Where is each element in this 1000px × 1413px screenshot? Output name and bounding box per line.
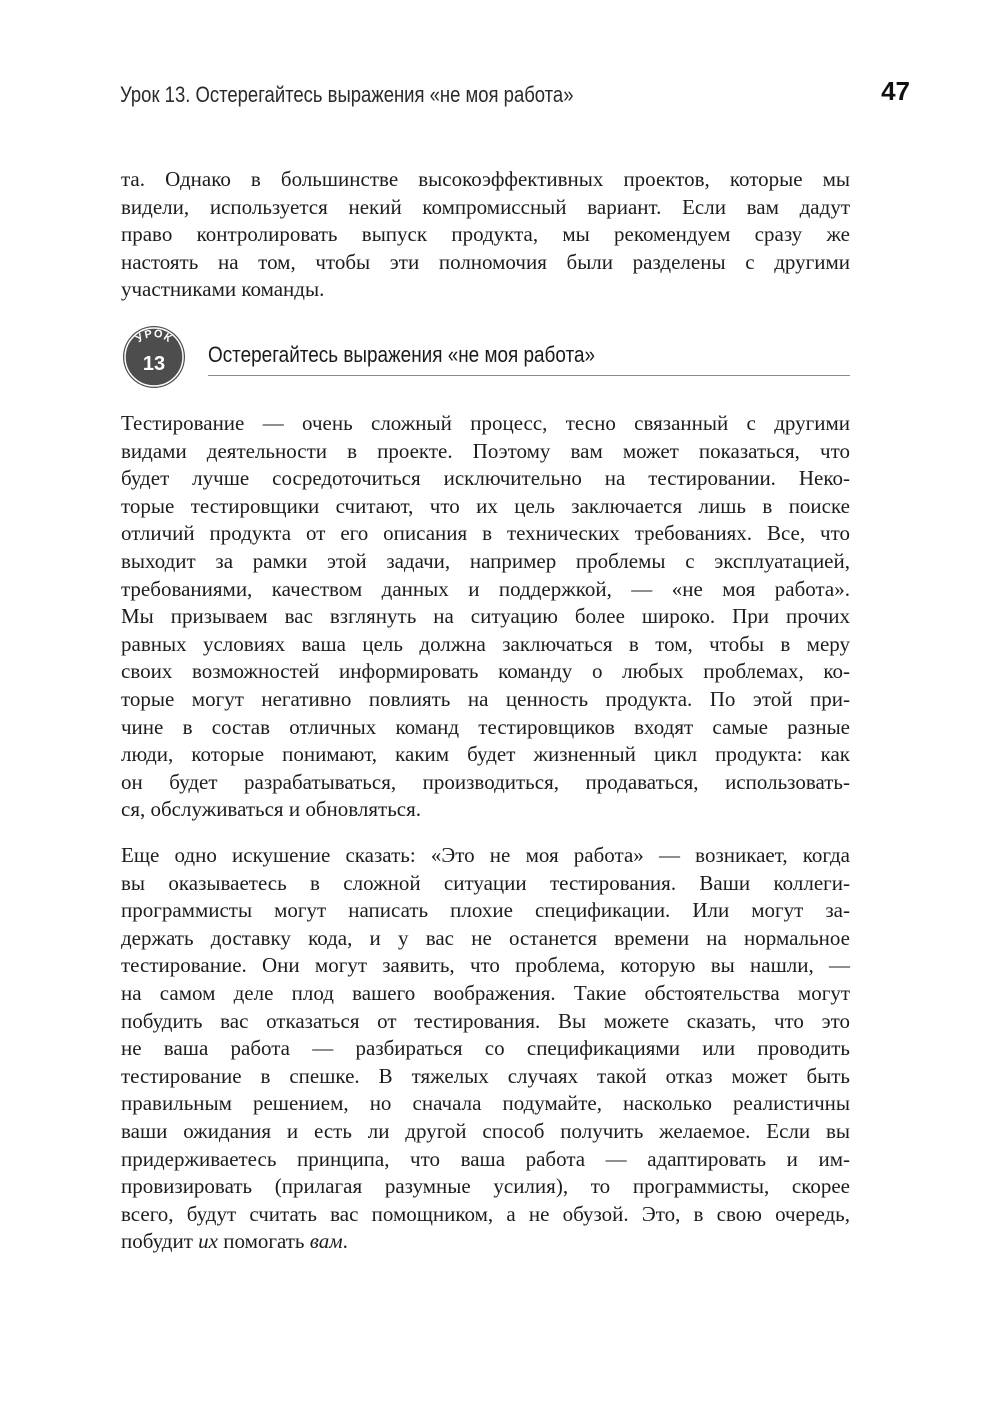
text-line: провизировать (прилагая разумные усилия), то программисты, скорее	[121, 1174, 850, 1199]
text-line: ваши ожидания и есть ли другой способ получить желаемое. Если вы	[121, 1118, 850, 1143]
emphasis-text: вам	[309, 1229, 343, 1254]
text-line: побудить вас отказаться от тестирования. Вы можете сказать, что это	[121, 1008, 850, 1033]
text-line: видами деятельности в проекте. Поэтому вам может показаться, что	[121, 438, 850, 463]
text-line: участниками команды.	[121, 277, 325, 302]
text-line: отличий продукта от его описания в технических требованиях. Все, что	[121, 521, 850, 546]
text-line: он будет разрабатываться, производиться, продаваться, использовать-	[121, 769, 850, 794]
badge-word: УРОК	[133, 327, 175, 346]
text-line: ся, обслуживаться и обновляться.	[121, 797, 422, 822]
lesson-badge-icon	[120, 323, 188, 391]
text-line: Тестирование — очень сложный процесс, тесно связанный с другими	[121, 411, 850, 435]
text-fragment: побудит	[121, 1229, 199, 1254]
text-line: торые тестировщики считают, что их цель заключается лишь в поиске	[121, 493, 850, 518]
lesson-heading	[120, 323, 850, 391]
text-line: будет лучше сосредоточиться исключительно на тестировании. Неко-	[121, 466, 850, 491]
text-line: настоять на том, чтобы эти полномочия были разделены с другими	[121, 249, 850, 274]
text-line: Мы призываем вас взглянуть на ситуацию более широко. При прочих	[121, 604, 850, 629]
text-line: программисты могут написать плохие спецификации. Или могут за-	[121, 898, 850, 923]
page-number: 47	[881, 76, 910, 106]
text-line: тестирование. Они могут заявить, что проблема, которую вы нашли, —	[121, 953, 850, 978]
badge-number: 13	[142, 353, 166, 375]
paragraph-1	[121, 410, 850, 824]
text-line: тестирование в спешке. В тяжелых случаях такой отказ может быть	[121, 1063, 850, 1088]
text-line: равных условиях ваша цель должна заключаться в том, чтобы в меру	[121, 631, 850, 656]
heading-rule	[208, 375, 850, 376]
text-line: вы оказываетесь в сложной ситуации тестирования. Ваши коллеги-	[121, 870, 850, 895]
paragraph-continued	[121, 166, 850, 304]
text-line: торые могут негативно повлиять на ценность продукта. По этой при-	[121, 686, 850, 711]
text-line: право контролировать выпуск продукта, мы рекомендуем сразу же	[121, 222, 850, 247]
lesson-title: Остерегайтесь выражения «не моя работа»	[208, 342, 595, 367]
text-line: требованиями, качеством данных и поддержкой, — «не моя работа».	[121, 576, 850, 601]
text-line: всего, будут считать вас помощником, а не обузой. Это, в свою очередь,	[121, 1201, 850, 1226]
text-line: держать доставку кода, и у вас не останется времени на нормальное	[121, 925, 850, 950]
text-fragment: помогать	[217, 1229, 310, 1254]
emphasis-text: их	[198, 1229, 218, 1254]
text-line: придерживаетесь принципа, что ваша работа — адаптировать и им-	[121, 1146, 850, 1171]
text-line: своих возможностей информировать команду о любых проблемах, ко-	[121, 659, 850, 684]
running-title: Урок 13. Остерегайтесь выражения «не моя работа»	[120, 82, 574, 107]
paragraph-2	[121, 842, 850, 1256]
text-line: не ваша работа — разбираться со спецификациями или проводить	[121, 1036, 850, 1061]
text-line: чине в состав отличных команд тестировщиков входят самые разные	[121, 714, 850, 739]
text-line: выходит за рамки этой задачи, например проблемы с эксплуатацией,	[121, 548, 850, 573]
text-line: люди, которые понимают, каким будет жизненный цикл продукта: как	[121, 742, 850, 767]
text-fragment: .	[342, 1229, 348, 1254]
running-header	[120, 72, 910, 112]
text-line: Еще одно искушение сказать: «Это не моя работа» — возникает, когда	[121, 843, 850, 867]
text-line-final	[121, 1228, 850, 1256]
text-line: на самом деле плод вашего воображения. Такие обстоятельства могут	[121, 980, 850, 1005]
text-line: видели, используется некий компромиссный вариант. Если вам дадут	[121, 194, 850, 219]
text-line: та. Однако в большинстве высокоэффективных проектов, которые мы	[121, 167, 850, 191]
text-line: правильным решением, но сначала подумайте, насколько реалистичны	[121, 1091, 850, 1116]
